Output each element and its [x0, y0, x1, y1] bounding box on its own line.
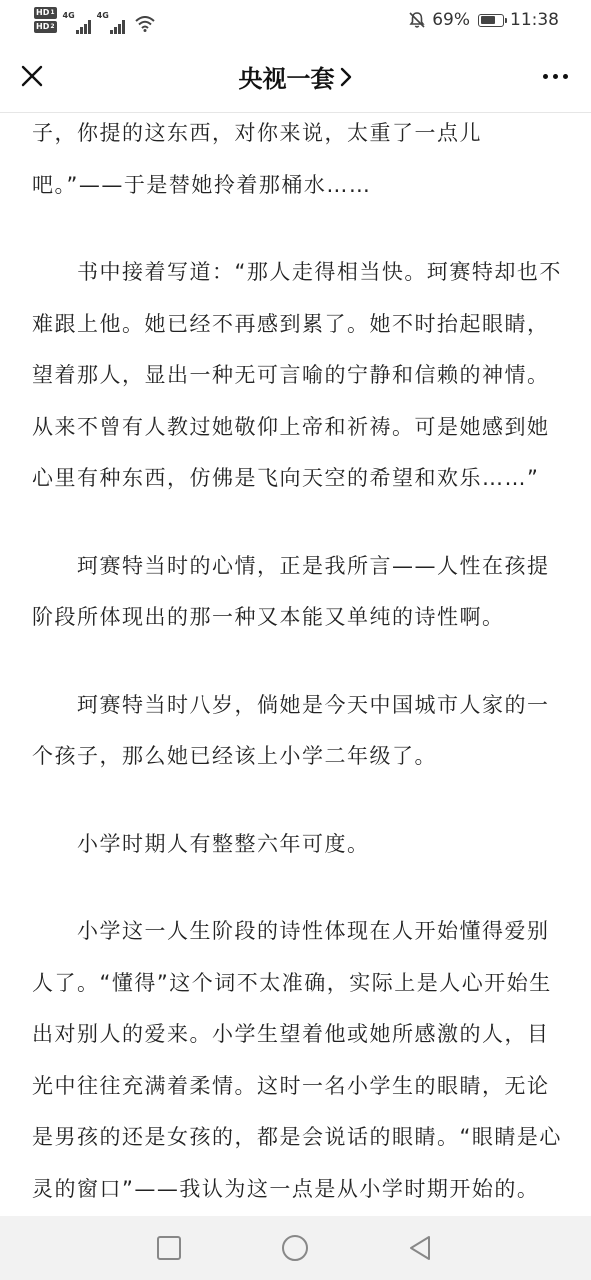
battery-icon	[478, 14, 504, 27]
article-paragraph: 珂赛特当时的心情，正是我所言——人性在孩提阶段所体现出的那一种又本能又单纯的诗性啊。	[32, 553, 550, 629]
battery-percent: 69%	[432, 10, 470, 30]
more-button[interactable]	[537, 58, 573, 94]
signal-1	[63, 6, 91, 34]
back-button[interactable]	[406, 1234, 434, 1262]
page-title[interactable]: 央视一套	[238, 64, 335, 93]
article-content[interactable]	[32, 112, 562, 1216]
network-type-1: 4G	[62, 11, 75, 20]
home-button[interactable]	[281, 1234, 309, 1262]
page-title-group	[0, 40, 591, 112]
system-nav-bar	[0, 1216, 591, 1280]
signal-icon	[110, 18, 125, 34]
close-button[interactable]	[14, 58, 50, 94]
hd-badge-2-label: HD	[36, 22, 50, 31]
article-paragraph: 子，你提的这东西，对你来说，太重了一点儿吧。”——于是替她拎着那桶水……	[32, 121, 482, 197]
status-bar	[0, 0, 591, 40]
back-triangle-icon	[407, 1234, 433, 1262]
more-icon-dot	[543, 74, 548, 79]
wifi-icon	[135, 16, 155, 32]
home-circle-icon	[281, 1234, 309, 1262]
more-icon-dot	[553, 74, 558, 79]
recent-apps-square-icon	[156, 1235, 182, 1261]
mute-bell-icon	[408, 11, 426, 29]
hd-badges	[34, 7, 57, 33]
status-left	[34, 4, 155, 36]
article-paragraph: 珂赛特当时八岁，倘她是今天中国城市人家的一个孩子，那么她已经该上小学二年级了。	[32, 692, 550, 768]
article-paragraph: 小学时期人有整整六年可度。	[32, 831, 370, 856]
battery-fill	[481, 16, 495, 24]
signal-2	[97, 6, 125, 34]
signal-icon	[76, 18, 91, 34]
hd-badge-1-sub: 1	[50, 9, 55, 16]
recent-apps-button[interactable]	[155, 1234, 183, 1262]
network-type-2: 4G	[96, 11, 109, 20]
chevron-right-icon[interactable]	[339, 66, 353, 88]
more-icon-dot	[563, 74, 568, 79]
hd-badge-1	[34, 7, 57, 19]
hd-badge-2-sub: 2	[50, 23, 55, 30]
close-icon	[20, 64, 44, 88]
status-right	[408, 0, 559, 40]
article-paragraph: 小学这一人生阶段的诗性体现在人开始懂得爱别人了。“懂得”这个词不太准确，实际上是人心开始生出对别人的爱来。小学生望着他或她所感激的人，目光中往往充满着柔情。这时一名小学生的眼睛，无论是男孩的还是女孩的，都是会说话的眼睛。“眼睛是心灵的窗口”——我认为这一点是从小学时期开始的。	[32, 919, 562, 1201]
hd-badge-2	[34, 21, 57, 33]
hd-badge-1-label: HD	[36, 8, 50, 17]
article-paragraph: 书中接着写道：“那人走得相当快。珂赛特却也不难跟上他。她已经不再感到累了。她不时抬起眼睛，望着那人，显出一种无可言喻的宁静和信赖的神情。从来不曾有人教过她敬仰上帝和祈祷。可是她感到她心里有种东西，仿佛是飞向天空的希望和欢乐……”	[32, 260, 562, 490]
top-nav-bar	[0, 40, 591, 113]
clock: 11:38	[510, 10, 559, 30]
